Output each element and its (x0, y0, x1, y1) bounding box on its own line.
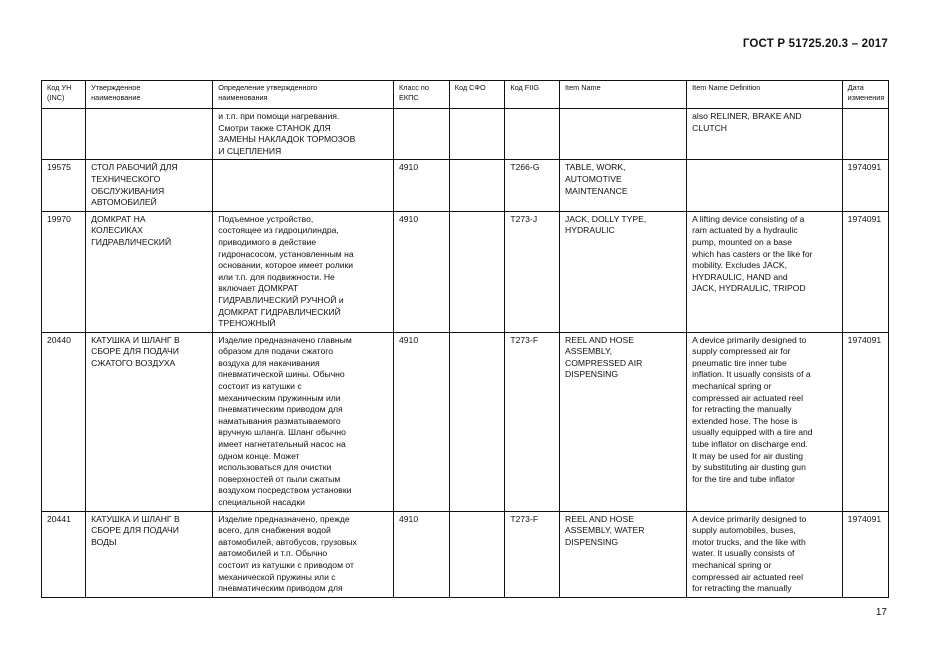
column-header-fiig-code: Код FIIG (505, 81, 560, 109)
column-header-inc-code: Код УН (INC) (42, 81, 86, 109)
cell-inc-code: 20440 (42, 332, 86, 511)
cell-inc-code: 19970 (42, 211, 86, 332)
cell-class: 4910 (394, 511, 450, 597)
cell-approved-definition: Подъемное устройство, состоящее из гидроцилиндра, приводимого в действие гидронасосом, установленным на основании, которое имеет ролики или т.п. для подвижности. Не включает ДОМКРАТ ГИДРАВЛИЧЕСКИЙ РУЧНОЙ и ДОМКРАТ ГИДРАВЛИЧЕСКИЙ ТРЕНОЖНЫЙ (213, 211, 394, 332)
cell-inc-code: 19575 (42, 160, 86, 211)
column-header-class: Класс по ЕКПС (394, 81, 450, 109)
table-row (42, 511, 889, 597)
cell-inc-code: 20441 (42, 511, 86, 597)
cell-fiig-code: T273-J (505, 211, 560, 332)
cell-change-date: 1974091 (842, 211, 888, 332)
cell-approved-definition: и т.п. при помощи нагревания. Смотри также СТАНОК ДЛЯ ЗАМЕНЫ НАКЛАДОК ТОРМОЗОВ И СЦЕПЛЕНИЯ (213, 109, 394, 160)
cell-inc-code (42, 109, 86, 160)
cell-approved-name: КАТУШКА И ШЛАНГ В СБОРЕ ДЛЯ ПОДАЧИ СЖАТОГО ВОЗДУХА (86, 332, 213, 511)
column-header-approved-name: Утвержденное наименование (86, 81, 213, 109)
cell-item-name: TABLE, WORK, AUTOMOTIVE MAINTENANCE (560, 160, 687, 211)
cell-sfo-code (449, 332, 505, 511)
cell-item-name-definition: A device primarily designed to supply compressed air for pneumatic tire inner tube inflation. It usually consists of a mechanical spring or compressed air actuated reel for retracting the manually extended hose. The hose is usually equipped with a tire and tube inflator on discharge end. It may be used for air dusting by substituting air dusting gun for the tire and tube inflator (687, 332, 843, 511)
cell-change-date: 1974091 (842, 332, 888, 511)
cell-item-name: REEL AND HOSE ASSEMBLY, COMPRESSED AIR DISPENSING (560, 332, 687, 511)
cell-sfo-code (449, 511, 505, 597)
cell-approved-definition (213, 160, 394, 211)
cell-approved-name: КАТУШКА И ШЛАНГ В СБОРЕ ДЛЯ ПОДАЧИ ВОДЫ (86, 511, 213, 597)
document-header: ГОСТ Р 51725.20.3 – 2017 (742, 38, 888, 50)
table-row (42, 160, 889, 211)
column-header-approved-definition: Определение утвержденного наименования (213, 81, 394, 109)
cell-item-name: JACK, DOLLY TYPE, HYDRAULIC (560, 211, 687, 332)
column-header-item-name: Item Name (560, 81, 687, 109)
cell-fiig-code: T273-F (505, 332, 560, 511)
cell-change-date: 1974091 (842, 160, 888, 211)
cell-approved-definition: Изделие предназначено главным образом для подачи сжатого воздуха для накачивания пневматической шины. Обычно состоит из катушки с механическим пружинным или пневматическим приводом для наматывания разматываемого вручную шланга. Шланг обычно имеет нагнетательный насос на одном конце. Может использоваться для очистки поверхностей от пыли сжатым воздухом посредством установки специальной насадки (213, 332, 394, 511)
cell-change-date: 1974091 (842, 511, 888, 597)
cell-fiig-code: T266-G (505, 160, 560, 211)
table-header-row (42, 81, 889, 109)
column-header-change-date: Дата изменения (842, 81, 888, 109)
cell-approved-name: СТОЛ РАБОЧИЙ ДЛЯ ТЕХНИЧЕСКОГО ОБСЛУЖИВАНИЯ АВТОМОБИЛЕЙ (86, 160, 213, 211)
cell-item-name-definition (687, 160, 843, 211)
table-row (42, 211, 889, 332)
cell-sfo-code (449, 160, 505, 211)
cell-sfo-code (449, 109, 505, 160)
column-header-item-name-definition: Item Name Definition (687, 81, 843, 109)
cell-item-name: REEL AND HOSE ASSEMBLY, WATER DISPENSING (560, 511, 687, 597)
cell-approved-name (86, 109, 213, 160)
cell-class: 4910 (394, 160, 450, 211)
cell-class: 4910 (394, 211, 450, 332)
column-header-sfo-code: Код СФО (449, 81, 505, 109)
page-number: 17 (875, 607, 887, 618)
cell-fiig-code: T273-F (505, 511, 560, 597)
cell-fiig-code (505, 109, 560, 160)
table-row (42, 109, 889, 160)
cell-sfo-code (449, 211, 505, 332)
cell-approved-definition: Изделие предназначено, прежде всего, для снабжения водой автомобилей, автобусов, грузовых автомобилей и т.п. Обычно состоит из катушки с приводом от механической пружины или с пневматическим приводом для (213, 511, 394, 597)
cell-approved-name: ДОМКРАТ НА КОЛЕСИКАХ ГИДРАВЛИЧЕСКИЙ (86, 211, 213, 332)
cell-change-date (842, 109, 888, 160)
cell-item-name (560, 109, 687, 160)
cell-item-name-definition: A lifting device consisting of a ram actuated by a hydraulic pump, mounted on a base which has casters or the like for mobility. Excludes JACK, HYDRAULIC, HAND and JACK, HYDRAULIC, TRIPOD (687, 211, 843, 332)
cell-class: 4910 (394, 332, 450, 511)
cell-item-name-definition: A device primarily designed to supply automobiles, buses, motor trucks, and the like with water. It usually consists of mechanical spring or compressed air actuated reel for retracting the manually (687, 511, 843, 597)
cell-class (394, 109, 450, 160)
cell-item-name-definition: also RELINER, BRAKE AND CLUTCH (687, 109, 843, 160)
item-names-table (41, 80, 889, 598)
table-row (42, 332, 889, 511)
